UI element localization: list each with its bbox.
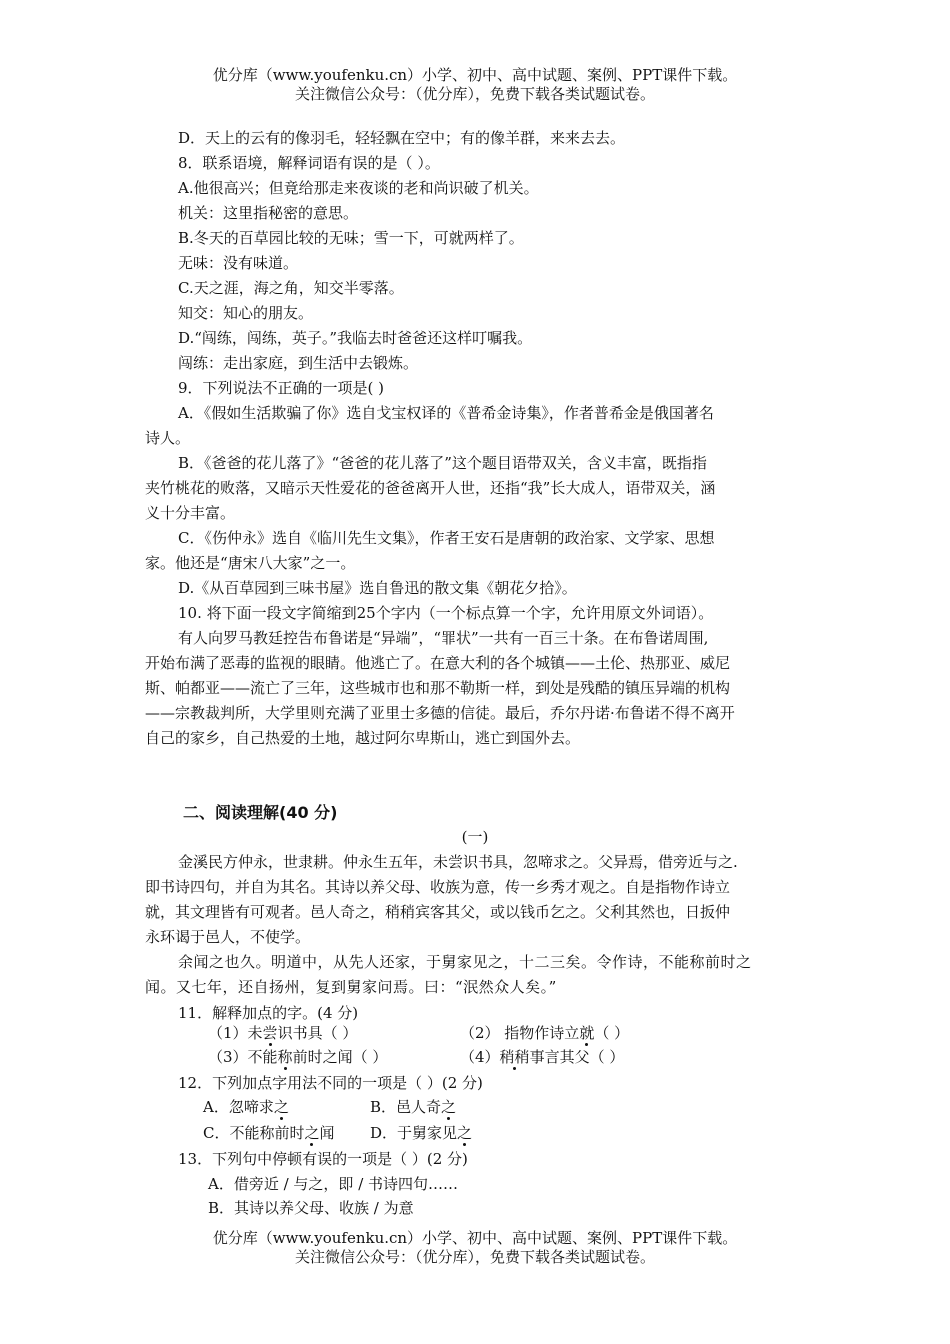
dotted-char: 尝 — [262, 1024, 278, 1042]
text-line: 8．联系语境，解释词语有误的是（ ）。 — [178, 154, 440, 172]
option-text: D．于舅家见 — [370, 1124, 458, 1142]
option-text: B．邑人奇 — [370, 1098, 442, 1116]
page-footer — [0, 1229, 950, 1267]
option-text: 闻 — [319, 1124, 335, 1142]
text-line: C.天之涯，海之角，知交半零落。 — [178, 279, 404, 297]
dotted-char: 称 — [277, 1048, 293, 1066]
text-line: B.冬天的百草园比较的无味；雪一下，可就两样了。 — [178, 229, 524, 247]
option-c — [203, 1121, 335, 1145]
text-line: D．天上的云有的像羽毛，轻轻飘在空中；有的像羊群，来来去去。 — [178, 129, 626, 147]
text-line: A.他很高兴；但竟给那走来夜谈的老和尚识破了机关。 — [178, 179, 539, 197]
text-line: 夹竹桃花的败落，又暗示天性爱花的爸爸离开人世，还指“我”长大成人，语带双关，涵 — [145, 479, 716, 497]
text-line: 知交：知心的朋友。 — [178, 304, 314, 322]
sub-question-prefix: （3）不能 — [208, 1048, 278, 1066]
sub-question-prefix: （1）未 — [208, 1024, 263, 1042]
option-text: A．忽啼求 — [203, 1098, 274, 1116]
header-line-1: 优分库（www.youfenku.cn）小学、初中、高中试题、案例、PPT课件下载。 — [212, 66, 738, 84]
option-b: B．其诗以养父母、收族 / 为意 — [208, 1199, 414, 1217]
option-b — [370, 1095, 456, 1119]
text-line: 义十分丰富。 — [145, 504, 236, 522]
question-text: 12．下列加点字用法不同的一项是（ ）(2 分) — [178, 1074, 483, 1092]
text-line: 斯、帕都亚——流亡了三年，这些城市也和那不勒斯一样，到处是残酷的镇压异端的机构 — [145, 679, 731, 697]
sub-question-prefix: （4） — [460, 1048, 500, 1066]
passage-line: 余闻之也久。明道中，从先人还家，于舅家见之，十二三矣。令作诗，不能称前时之 — [178, 953, 752, 971]
question-text: 13．下列句中停顿有误的一项是（ ）(2 分) — [178, 1150, 468, 1168]
text-line: D.《从百草园到三味书屋》选自鲁迅的散文集《朝花夕拾》。 — [178, 579, 577, 597]
text-line: 10. 将下面一段文字简缩到25个字内（一个标点算一个字，允许用原文外词语）。 — [178, 604, 714, 622]
sub-question-suffix: 事言其父（ ） — [529, 1048, 625, 1066]
text-line: 闯练：走出家庭，到生活中去锻炼。 — [178, 354, 419, 372]
text-line: ——宗教裁判所，大学里则充满了亚里士多德的信徒。最后，乔尔丹诺·布鲁诺不得不离开 — [145, 704, 735, 722]
text-line: 诗人。 — [145, 429, 191, 447]
passage-line: 就，其文理皆有可观者。邑人奇之，稍稍宾客其父，或以钱币乞之。父利其然也，日扳仲 — [145, 903, 731, 921]
text-line: B．《爸爸的花儿落了》“爸爸的花儿落了”这个题目语带双关，含义丰富，既指指 — [178, 454, 707, 472]
text-line: 无味：没有味道。 — [178, 254, 299, 272]
dotted-char: 之 — [304, 1124, 320, 1142]
footer-line-2: 关注微信公众号：（优分库），免费下载各类试题试卷。 — [294, 1248, 655, 1266]
passage-line: 即书诗四句，并自为其名。其诗以养父母、收族为意，传一乡秀才观之。自是指物作诗立 — [145, 878, 731, 896]
text-line: A．《假如生活欺骗了你》选自戈宝权译的《普希金诗集》，作者普希金是俄国著名 — [178, 404, 714, 422]
page-header — [0, 66, 950, 104]
passage-line: 闻。又七年，还自扬州，复到舅家问焉。曰：“泯然众人矣。” — [145, 978, 557, 996]
sub-question-suffix: （ ） — [594, 1024, 630, 1042]
text-line: 有人向罗马教廷控告布鲁诺是“异端”，“罪状”一共有一百三十条。在布鲁诺周围, — [178, 629, 709, 647]
section-subtitle: (一) — [461, 828, 489, 846]
text-line: 自己的家乡，自己热爱的土地，越过阿尔卑斯山，逃亡到国外去。 — [145, 729, 581, 747]
dotted-char: 之 — [273, 1098, 289, 1116]
option-text: C．不能称前时 — [203, 1124, 305, 1142]
question-text: 11．解释加点的字。(4 分) — [178, 1004, 359, 1022]
header-line-2: 关注微信公众号：（优分库），免费下载各类试题试卷。 — [294, 85, 655, 103]
option-a: A．借旁近 / 与之，即 / 书诗四句…… — [208, 1175, 459, 1193]
sub-question — [460, 1045, 624, 1069]
sub-question-suffix: 前时之闻（ ） — [292, 1048, 388, 1066]
section-title: 二、阅读理解(40 分) — [183, 803, 338, 822]
sub-question — [460, 1021, 629, 1045]
sub-question-prefix: （2） 指物作诗立 — [460, 1024, 580, 1042]
text-line: 9．下列说法不正确的一项是( ) — [178, 379, 385, 397]
sub-question — [208, 1045, 387, 1069]
text-line: 家。他还是“唐宋八大家”之一。 — [145, 554, 356, 572]
sub-question — [208, 1021, 357, 1045]
passage-line: 金溪民方仲永，世隶耕。仲永生五年，未尝识书具，忽啼求之。父异焉，借旁近与之. — [178, 853, 738, 871]
footer-line-1: 优分库（www.youfenku.cn）小学、初中、高中试题、案例、PPT课件下载。 — [212, 1229, 738, 1247]
text-line: 机关：这里指秘密的意思。 — [178, 204, 359, 222]
text-line: D.“闯练，闯练，英子。”我临去时爸爸还这样叮嘱我。 — [178, 329, 533, 347]
dotted-char: 之 — [441, 1098, 457, 1116]
text-line: 开始布满了恶毒的监视的眼睛。他逃亡了。在意大利的各个城镇——土伦、热那亚、威尼 — [145, 654, 731, 672]
dotted-char: 稍稍 — [499, 1048, 530, 1066]
text-line: C．《伤仲永》选自《临川先生文集》，作者王安石是唐朝的政治家、文学家、思想 — [178, 529, 715, 547]
passage-line: 永环谒于邑人，不使学。 — [145, 928, 311, 946]
option-d — [370, 1121, 472, 1145]
dotted-char: 就 — [579, 1024, 595, 1042]
dotted-char: 之 — [457, 1124, 473, 1142]
option-a — [203, 1095, 289, 1119]
sub-question-suffix: 识书具（ ） — [277, 1024, 358, 1042]
